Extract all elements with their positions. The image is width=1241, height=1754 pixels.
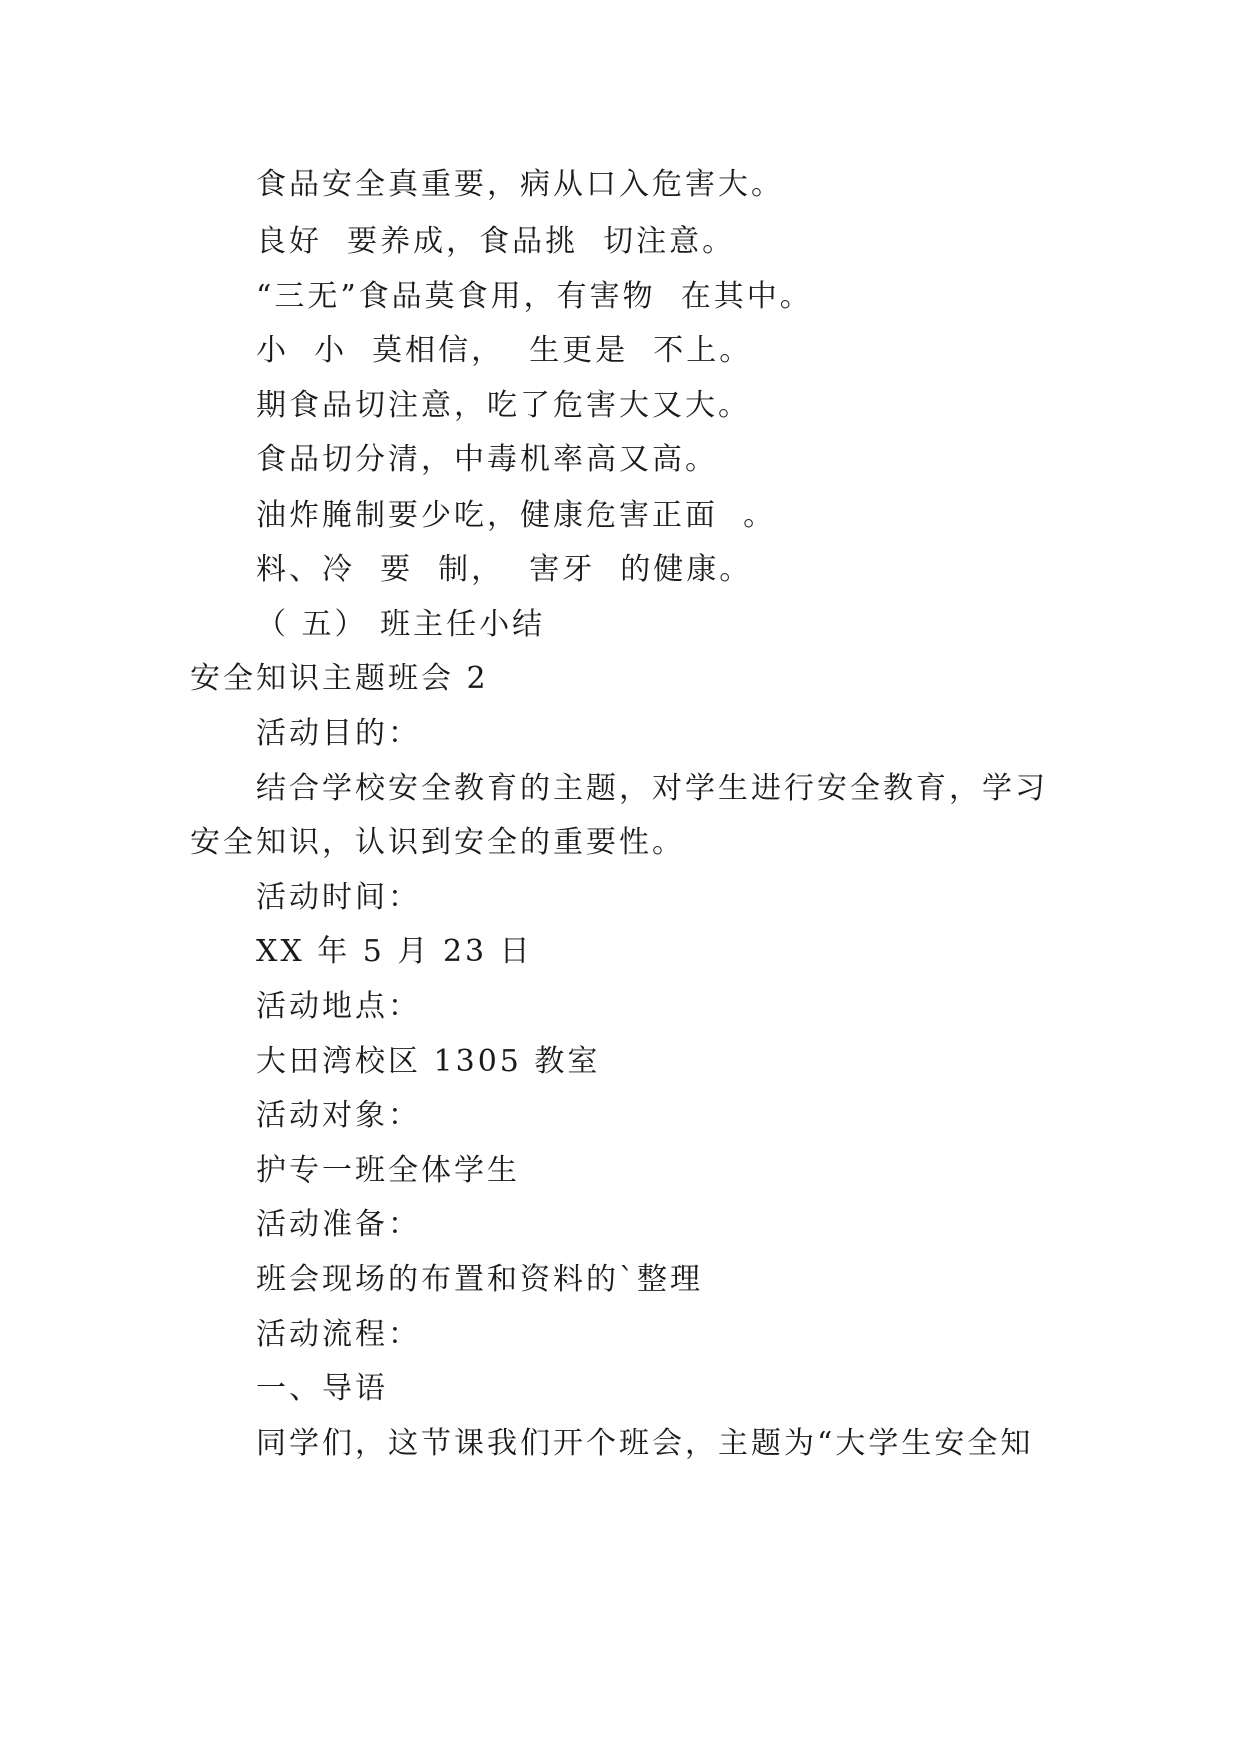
label-line: 活动对象： — [256, 1098, 421, 1133]
subsection-heading: 一、导语 — [256, 1371, 388, 1406]
value-line: 班会现场的布置和资料的`整理 — [256, 1262, 703, 1297]
section-title: 安全知识主题班会 2 — [190, 661, 489, 696]
text-line: 食品安全真重要，病从口入危害大。 — [256, 167, 784, 202]
text-line: 食品切分清，中毒机率高又高。 — [256, 442, 718, 477]
label-line: 活动流程： — [256, 1317, 421, 1352]
paragraph-line: 结合学校安全教育的主题，对学生进行安全教育，学习 — [256, 771, 1048, 806]
label-line: 活动目的： — [256, 716, 421, 751]
text-line: 小 小 莫相信， 生更是 不上。 — [256, 333, 753, 368]
text-line: 料、冷 要 制， 害牙 的健康。 — [256, 552, 753, 587]
subsection-heading: （ 五） 班主任小结 — [256, 607, 546, 642]
text-line: 期食品切注意，吃了危害大又大。 — [256, 388, 751, 423]
value-line: 大田湾校区 1305 教室 — [256, 1044, 601, 1079]
label-line: 活动准备： — [256, 1207, 421, 1242]
label-line: 活动地点： — [256, 989, 421, 1024]
paragraph-line: 安全知识，认识到安全的重要性。 — [190, 825, 685, 860]
text-line: 良好 要养成，食品挑 切注意。 — [256, 224, 736, 259]
label-line: 活动时间： — [256, 880, 421, 915]
text-line: “三无”食品莫食用，有害物 在其中。 — [256, 279, 813, 314]
value-line: XX 年 5 月 23 日 — [256, 934, 533, 969]
paragraph-line: 同学们，这节课我们开个班会，主题为“大学生安全知 — [256, 1426, 1034, 1461]
value-line: 护专一班全体学生 — [256, 1153, 520, 1188]
text-line: 油炸腌制要少吃，健康危害正面 。 — [256, 498, 777, 533]
